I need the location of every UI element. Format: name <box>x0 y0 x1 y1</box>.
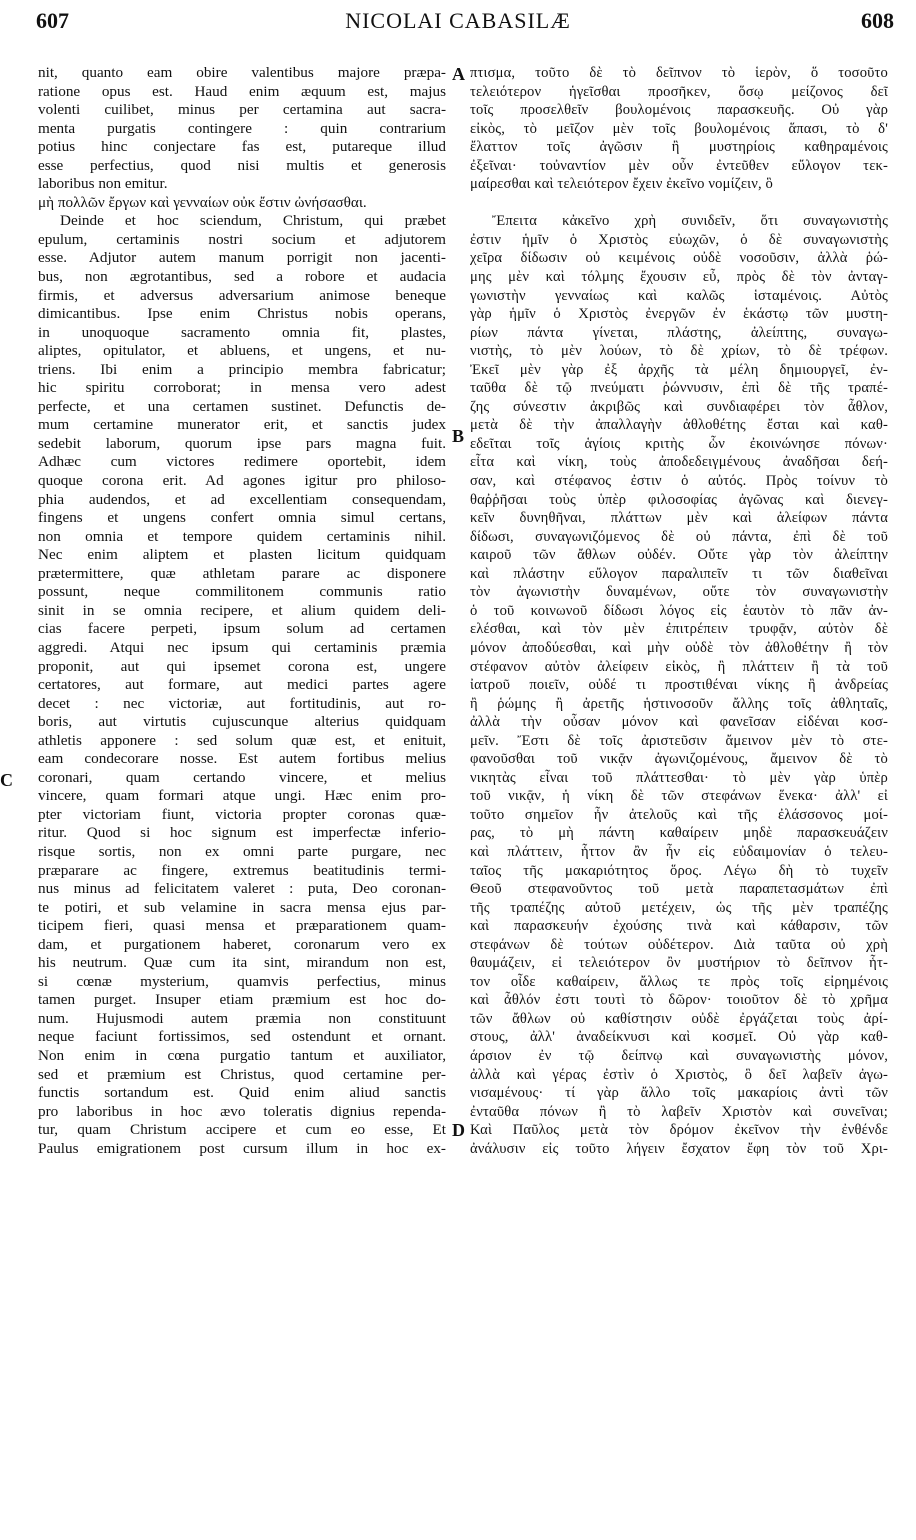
latin-text-line: sinit in se omnia recipere, et alium quidem deli- <box>38 601 446 619</box>
latin-text-line: triens. Ibi enim a principio membra fabricatur; <box>38 360 446 378</box>
greek-text-line: καὶ παρασκευήν ἐχούσης τινὰ καὶ κάθαρσιν, τῶν <box>470 918 888 935</box>
latin-text-line: tamen purget. Insuper etiam præmium est hoc do- <box>38 991 446 1009</box>
greek-text-line: εἰκὸς, τὸ μεῖζον μὲν τοῖς βουλομένοις ἅπασι, τὸ δ' <box>470 120 888 137</box>
latin-text-line: esse. Adjutor autem manum porrigit non jacenti- <box>38 249 446 267</box>
greek-text-line: καὶ ἆθλόν ἐστι τουτὶ τὸ δῶρον· τοιοῦτον δὲ τὸ χρῆμα <box>470 992 888 1009</box>
latin-text-line: sedebit laborum, quorum ipse pars magna fuit. <box>38 434 446 452</box>
latin-text-line: bus, non ægrotantibus, sed a robore et audacia <box>38 268 446 286</box>
latin-text-line: hic spiritu corroborat; in mensa vero adest <box>38 379 446 397</box>
greek-text-line: Ἐκεῖ μὲν γὰρ ἐξ ἀρχῆς τὰ μέλη δημιουργεῖ, ἐν- <box>470 361 888 378</box>
greek-text-line: μης μὲν καὶ τόλμης ἔχουσιν εὖ, πρὸς δὲ τὸν ἀνταγ- <box>470 269 888 286</box>
latin-text-line: in unoquoque sacramento omnia fit, plastes, <box>38 323 446 341</box>
greek-text-line: ρίων πάντα γίνεται, πλάστης, ἀλείπτης, συναγω- <box>470 324 888 341</box>
latin-text-line: possunt, neque commilitonem communis ratio <box>38 583 446 601</box>
latin-column <box>38 64 446 1158</box>
greek-text-line: Καὶ Παῦλος μετὰ τὸν δρόμον ἐκεῖνον τὴν ἐνθένδε <box>470 1122 888 1139</box>
greek-text-line: κεῖν δυνηθῆναι, πλάττων μὲν καὶ ἀλείφων πάντα <box>470 510 888 527</box>
greek-text-line: τοῦ νικᾷν, ἡ νίκη δὲ τῶν στεφάνων ἕνεκα· ἀλλ' εἰ <box>470 788 888 805</box>
greek-text-line: τῶν ἄθλων οὐ καθίστησιν οὐδὲ ἐργάζεται τοὺς ἀρί- <box>470 1010 888 1027</box>
latin-text-line: neque faciunt fortissimos, sed ostendunt et ornant. <box>38 1028 446 1046</box>
latin-text-line: Paulus emigrationem post cursum illum in hoc ex- <box>38 1139 446 1157</box>
greek-column <box>470 64 888 1158</box>
greek-text-line: εδεῖται τοῖς ἁγίοις κριτὴς ὧν ἐκοινώνησε πόνων· <box>470 435 888 452</box>
greek-text-line: εἶτα καὶ νίκη, τοὺς ἀποδεδειγμένους ἀναδῆσαι δεή- <box>470 454 888 471</box>
latin-text-line: menta purgatis contingere : quin contrarium <box>38 119 446 137</box>
latin-text-line: proponit, aut qui ipsemet corona est, ungere <box>38 657 446 675</box>
greek-text-line: ρας, τὸ μὴ πάντη καθαίρειν μηδὲ παρασκευάζειν <box>470 825 888 842</box>
greek-text-line: θαῤῥῆσαι τοὺς ὑπὲρ φιλοσοφίας ἀγῶνας καὶ διενεγ- <box>470 491 888 508</box>
page-header <box>14 6 902 40</box>
latin-text-line: ratione opus est. Haud enim æquum est, majus <box>38 82 446 100</box>
latin-text-line: epulum, certaminis nostri socium et adjutorem <box>38 230 446 248</box>
latin-text-line: decet : nec victoriæ, aut fortitudinis, aut ro- <box>38 694 446 712</box>
greek-text-line: ὁ τοῦ κοινωνοῦ δίδωσι λόγος εἰς ἑαυτὸν τὸ πᾶν ἀν- <box>470 602 888 619</box>
greek-text-line: τελειότερον ἡγεῖσθαι προσῆκεν, ὅσῳ μείζονος δεῖ <box>470 83 888 100</box>
greek-text-line: καιροῦ τῶν ἄθλων οὐδέν. Οὔτε γὰρ τὸν ἀλείπτην <box>470 547 888 564</box>
greek-text-line: δίδωσι, συναγωνιζόμενος δὲ οὐ πάντα, ἐπὶ δὲ τοῦ <box>470 528 888 545</box>
latin-text-line: Nec enim aliptem et plasten licitum quidquam <box>38 546 446 564</box>
greek-text-line: ἰατροῦ ποιεῖν, οὐδέ τι προστιθέναι νίκης ἢ ἀνδρείας <box>470 677 888 694</box>
latin-text-line: si cœnæ mysterium, quamvis perfectius, minus <box>38 972 446 990</box>
greek-text-line: μεῖν. Ἔστι δὲ τοῖς ἀριστεῦσιν ἄμεινον μὲν τὸ στε- <box>470 732 888 749</box>
latin-text-line: certatores, aut formare, aut medici partes agere <box>38 676 446 694</box>
greek-text-line: ταῦθα δὲ τῷ πνεύματι ῥώννυσιν, ἐπὶ δὲ τῆς τραπέ- <box>470 380 888 397</box>
latin-text-line: potius hinc conjectare fas est, putareque illud <box>38 138 446 156</box>
greek-text-line: ἐστιν ἡμῖν ὁ Χριστὸς εὐωχῶν, ὁ δὲ συναγωνιστὴς <box>470 231 888 248</box>
latin-text-line: aliptes, opitulator, et abluens, et ungens, et nu- <box>38 342 446 360</box>
greek-text-line: χεῖρα δίδωσιν οὐ κειμένοις οὐδὲ νοσοῦσιν, ἀλλὰ ῥώ- <box>470 250 888 267</box>
greek-text-line: γὰρ ἡμῖν ὁ Χριστὸς ἐνεργῶν ἐν ἑκάστῳ τῶν μυστη- <box>470 306 888 323</box>
greek-text-line: τοῦτο σημεῖον ἦν ἀτελοῦς καὶ τῆς ἐλάσσονος μοί- <box>470 806 888 823</box>
latin-text-line: μὴ πολλῶν ἔργων καὶ γενναίων οὐκ ἔστιν ὠνήσασθαι. <box>38 193 367 211</box>
greek-text-line: Θεοῦ στεφανοῦντος τοῦ μετὰ παραπετασμάτων ἐπὶ <box>470 881 888 898</box>
margin-marker-a: A <box>452 64 465 84</box>
greek-text-line: Ἔπειτα κἀκεῖνο χρὴ συνιδεῖν, ὅτι συναγωνιστὴς <box>492 213 888 230</box>
greek-text-line: ἢ ῥώμης ἢ ἀρετῆς ἡστινοσοῦν ἄλλης τοῖς ἀθληταῖς, <box>470 695 888 712</box>
greek-text-line: θαυμάζειν, εἰ τελειότερον ὂν μυστήριον τὸ δεῖπνον ἧτ- <box>470 955 888 972</box>
latin-text-line: dam, et purgationem haberet, coronarum vero ex <box>38 935 446 953</box>
latin-text-line: aggredi. Atqui nec ipsum qui certaminis præmia <box>38 638 446 656</box>
latin-text-line: risque sortis, non ex omni parte purgare, nec <box>38 842 446 860</box>
greek-text-line: μόνον ἀποδύεσθαι, καὶ μὴν οὐδὲ τὸν ἀθλοθέτην ἢ τὸν <box>470 639 888 656</box>
latin-text-line: ritur. Quod si hoc signum est imperfectæ inferio- <box>38 824 446 842</box>
latin-text-line: perfecte, et una certamen sustinet. Defunctis de- <box>38 397 446 415</box>
latin-text-line: non omnia et tempore quidem certaminis nihil. <box>38 527 446 545</box>
greek-text-line <box>470 194 888 213</box>
greek-text-line: νικητὰς εἶναι τοῦ πλάττεσθαι· τὸ μὲν γὰρ ὑπὲρ <box>470 769 888 786</box>
greek-text-line: στέφανον αὐτὸν ἀλείφειν εἰκὸς, ἢ πλάττειν ἢ τὰ τοῦ <box>470 658 888 675</box>
latin-text-line: pro laboribus in hoc ævo toleratis dignius rependa- <box>38 1102 446 1120</box>
latin-text-line: ticipem fieri, quasi mensa et præparationem quam- <box>38 917 446 935</box>
latin-text-line: his neutrum. Quæ cum ita sint, mirandum non est, <box>38 954 446 972</box>
latin-text-line: boris, aut virtutis cujuscunque alterius quidquam <box>38 713 446 731</box>
latin-text-line: athletis apponere : sed solum quæ est, et enituit, <box>38 731 446 749</box>
latin-text-line: tur, quam Christum accipere et cum eo esse, Et <box>38 1121 446 1139</box>
greek-text-line: τον οἶδε καθαίρειν, ἄλλως τε πρὸς τοῖς εἰρημένοις <box>470 973 888 990</box>
latin-text-line: laboribus non emitur. <box>38 175 168 193</box>
greek-text-line: άρσιον ἐν τῷ δείπνῳ καὶ συναγωνιστὴς μόνον, <box>470 1047 888 1064</box>
greek-text-line: ἀνάλυσιν εἰς τοῦτο λήγειν ἔσχατον ἔφη τὸν τοῦ Χρι- <box>470 1140 888 1157</box>
latin-text-line: phia audendos, et ad excellentiam consequendam, <box>38 490 446 508</box>
latin-text-line: functis sortandum est. Quid enim aliud sanctis <box>38 1084 446 1102</box>
latin-text-line: firmis, et adversus adversarium animose beneque <box>38 286 446 304</box>
greek-text-line: καὶ πλάστην εὔλογον παραλιπεῖν τι τῶν διαθεῖναι <box>470 565 888 582</box>
greek-text-line: πτισμα, τοῦτο δὲ τὸ δεῖπνον τὸ ἱερὸν, ὅ τοσοῦτο <box>470 65 888 81</box>
greek-text-line: μαίρεσθαι καὶ τελειότερον ἔχειν ἐκεῖνο νομίζειν, ὃ <box>470 176 773 193</box>
latin-text-line: dimicantibus. Ipse enim Christus nobis operans, <box>38 305 446 323</box>
greek-text-line: τῆς τραπέζης αὐτοῦ μετέχειν, ὡς τῆς μὲν τραπέζης <box>470 899 888 916</box>
latin-text-line: prætermittere, quæ athletam parare ac disponere <box>38 564 446 582</box>
greek-text-line: ἐξεῖναι· τοὐναντίον μὲν οὖν ἐντεῦθεν εὔλογον τεκ- <box>470 157 888 174</box>
greek-text-line: νισαμένους· τί γὰρ ἄλλο τοῖς μακαρίοις ἀντὶ τῶν <box>470 1085 888 1102</box>
right-page-number: 608 <box>861 8 894 33</box>
greek-text-line: τοῖς προσελθεῖν βουλομένοις παρασκευῆς. Οὐ γὰρ <box>470 102 888 119</box>
greek-text-line: καὶ πλάττειν, ἧττον ἂν ἦν εἰς εὐδαιμονίαν ὁ τελευ- <box>470 843 888 860</box>
greek-text-line: στεφάνων δὲ τούτων οὐδέτερον. Διὰ ταῦτα οὐ χρὴ <box>470 936 888 953</box>
latin-text-line: vincere, quam formari atque ungi. Hæc enim pro- <box>38 787 446 805</box>
latin-text-line: Non enim in cœna purgatio tantum et auxiliator, <box>38 1046 446 1064</box>
latin-text-line: nit, quanto eam obire valentibus majore præpa- <box>38 64 446 81</box>
greek-text-line: νιστὴς, τὸ μὲν λούων, τὸ δὲ χρίων, τὸ δὲ τρέφων. <box>470 343 888 360</box>
latin-text-line: cias facere perpeti, ipsum solum ad certamen <box>38 620 446 638</box>
greek-text-line: μετὰ δὲ τὴν ἀπαλλαγὴν ἀθλοθέτης ἔσται καὶ καθ- <box>470 417 888 434</box>
greek-text-line: σαν, καὶ στέφανος ἐστιν ὁ αὐτός. Πρὸς τοίνυν τὸ <box>470 473 888 490</box>
greek-text-line: στους, ἀλλ' ἀναδείκνυσι καὶ κοσμεῖ. Οὐ γὰρ καθ- <box>470 1029 888 1046</box>
greek-text-line: τὸν ἀγωνιστὴν δυναμένων, οὔτε τὸν συναγωνιστὴν <box>470 584 888 601</box>
latin-text-line: num. Hujusmodi autem præmia non constituunt <box>38 1009 446 1027</box>
latin-text-line: esse perfectius, quod nisi multis et generosis <box>38 156 446 174</box>
latin-text-line: fingens et ungens confert omnia simul certans, <box>38 509 446 527</box>
greek-text-line: γωνιστὴν γενναίως καὶ καλῶς ἱσταμένοις. Αὐτὸς <box>470 287 888 304</box>
greek-text-line: ελέσθαι, καὶ τὸν μὲν ἐπιτρέπειν τρυφᾷν, αὐτὸν δὲ <box>470 621 888 638</box>
latin-text-line: Adhæc cum victores redimere oportebit, idem <box>38 453 446 471</box>
greek-text-line: ἀλλὰ τὴν οὖσαν μόνον καὶ φανεῖσαν εἰδέναι κοσ- <box>470 714 888 731</box>
greek-text-line: ἔλαττον τοῖς ἀγῶσιν ἢ μυστηρίοις καθηραμένοις <box>470 139 888 156</box>
left-page-number: 607 <box>36 8 69 33</box>
latin-text-line: nus minus ad felicitatem valeret : puta, Deo coronan- <box>38 880 446 898</box>
greek-text-line: ζης σύνεστιν ἀκριβῶς καὶ συνδιαφέρει τὸν ἆθλον, <box>470 398 888 415</box>
latin-text-line: præparare ac fingere, extremus beatitudinis termi- <box>38 861 446 879</box>
latin-text-line: coronari, quam certando vincere, et melius <box>38 768 446 786</box>
greek-text-line: φανοῦσθαι τοῦ νικᾷν ἀγωνιζομένους, ἄμεινον δὲ τὸ <box>470 751 888 768</box>
running-title: NICOLAI CABASILÆ <box>345 8 571 33</box>
margin-marker-c: C <box>0 770 13 790</box>
latin-text-line: sed et præmium est Christus, quod certamine per- <box>38 1065 446 1083</box>
latin-text-line: eam condecorare nosse. Est autem fortibus melius <box>38 750 446 768</box>
greek-text-line: ἀλλὰ καὶ γέρας ἐστὶν ὁ Χριστὸς, ὃ δεῖ λαβεῖν ἀγω- <box>470 1066 888 1083</box>
margin-marker-d: D <box>452 1120 465 1140</box>
latin-text-line: quoque corona erit. Ad agones igitur pro philoso- <box>38 472 446 490</box>
latin-text-line: pter victoriam fiunt, victoria propter coronas quæ- <box>38 805 446 823</box>
greek-text-line: ἐνταῦθα πόνων ἢ τὸ λαβεῖν Χριστὸν καὶ συνεῖναι; <box>470 1103 888 1120</box>
latin-text-line: mum certamine munerator erit, et sanctis judex <box>38 416 446 434</box>
greek-text-line: ταῖος τῆς μακαριότητος ὅρος. Λέγω δὴ τὸ τυχεῖν <box>470 862 888 879</box>
latin-text-line: Deinde et hoc sciendum, Christum, qui præbet <box>60 212 446 230</box>
margin-marker-b: B <box>452 426 465 446</box>
latin-text-line: te potiri, et sub velamine in sacra mensa ejus par- <box>38 898 446 916</box>
latin-text-line: volenti cuilibet, minus per certamina aut sacra- <box>38 101 446 119</box>
